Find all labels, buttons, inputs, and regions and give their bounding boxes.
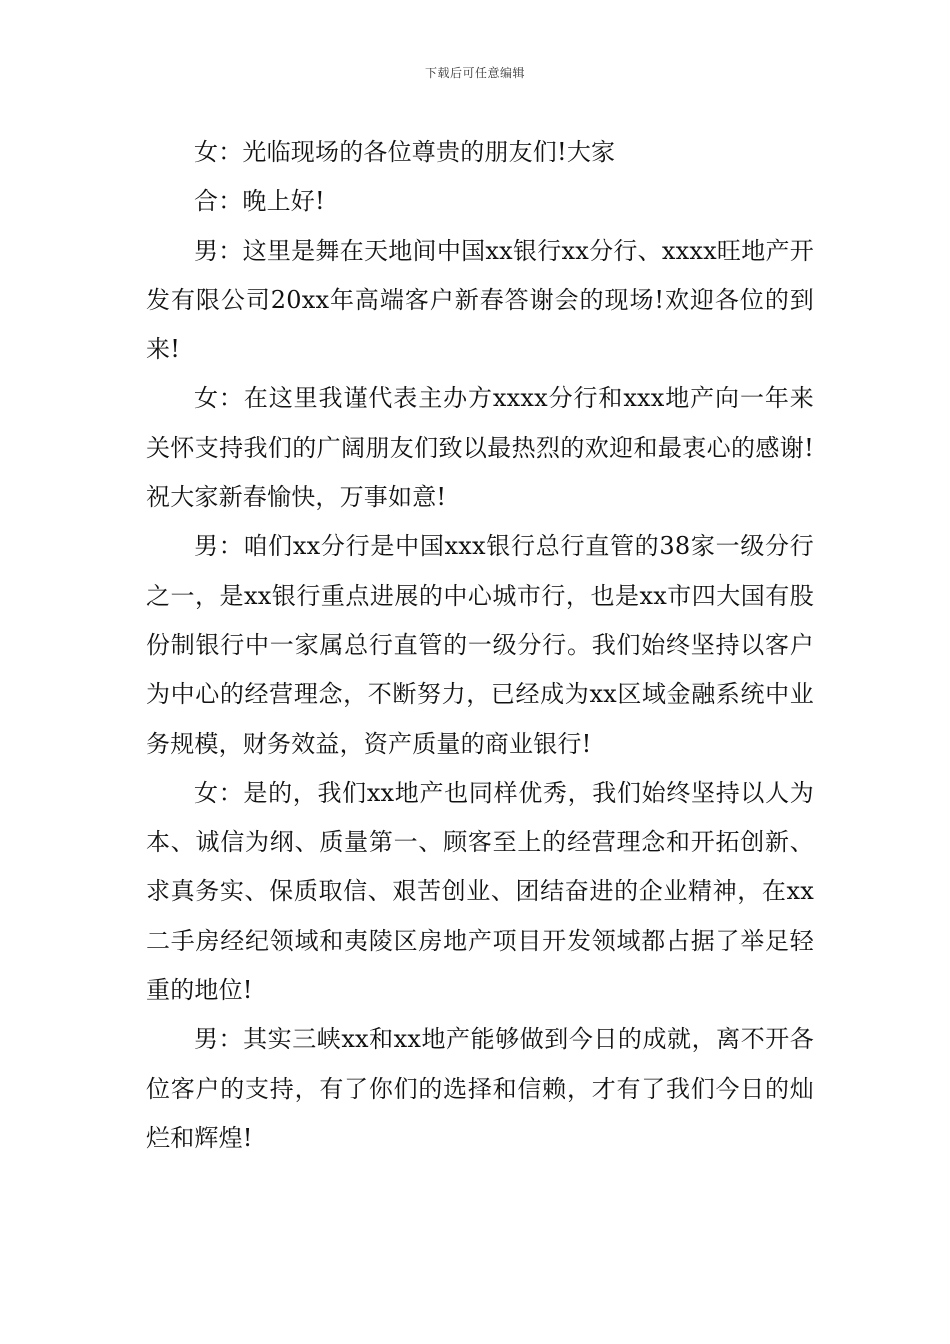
- paragraph-3: 男：这里是舞在天地间中国xx银行xx分行、xxxx旺地产开发有限公司20xx年高端客户新春答谢会的现场!欢迎各位的到来!: [146, 236, 814, 364]
- paragraph-7: 男：其实三峡xx和xx地产能够做到今日的成就，离不开各位客户的支持，有了你们的选择和信赖，才有了我们今日的灿烂和辉煌!: [146, 1025, 814, 1152]
- document-body: [146, 128, 814, 1163]
- paragraph-5: 男：咱们xx分行是中国xxx银行总行直管的38家一级分行之一，是xx银行重点进展的中心城市行，也是xx市四大国有股份制银行中一家属总行直管的一级分行。我们始终坚持以客户为中心的经营理念，不断努力，已经成为xx区域金融系统中业务规模，财务效益，资产质量的商业银行!: [146, 532, 814, 758]
- paragraph-4: 女：在这里我谨代表主办方xxxx分行和xxx地产向一年来关怀支持我们的广阔朋友们致以最热烈的欢迎和最衷心的感谢!祝大家新春愉快，万事如意!: [146, 384, 814, 512]
- header-note: 下载后可任意编辑: [424, 66, 525, 80]
- paragraph-1: 女：光临现场的各位尊贵的朋友们!大家: [194, 138, 616, 166]
- paragraph-2: 合：晚上好!: [194, 187, 325, 216]
- paragraph-6: 女：是的，我们xx地产也同样优秀，我们始终坚持以人为本、诚信为纲、质量第一、顾客至上的经营理念和开拓创新、求真务实、保质取信、艰苦创业、团结奋进的企业精神，在xx二手房经纪领域和夷陵区房地产项目开发领域都占据了举足轻重的地位!: [146, 778, 814, 1005]
